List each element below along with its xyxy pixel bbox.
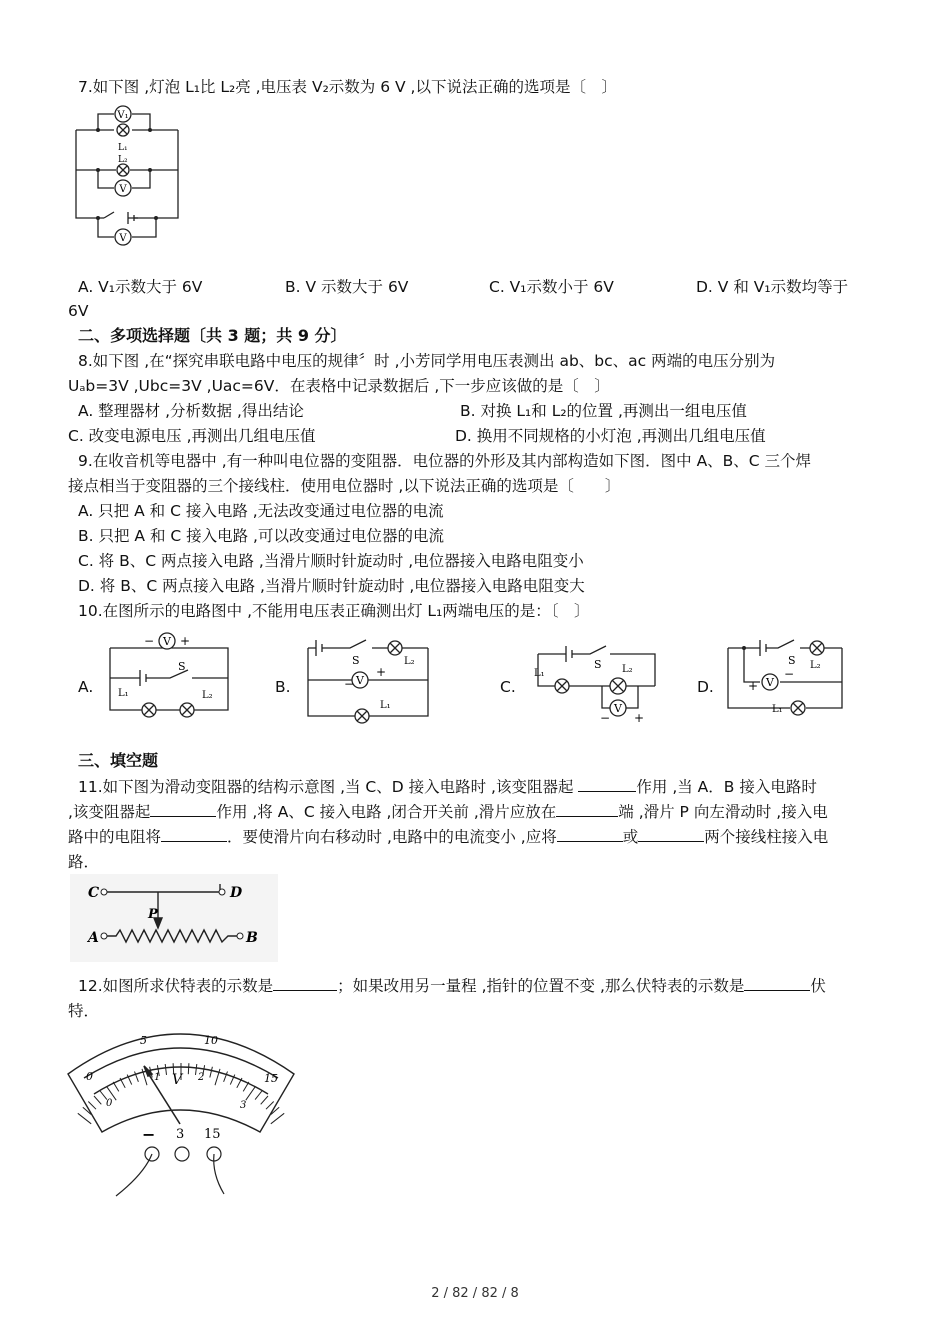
- meter-scale-tick: [78, 1113, 91, 1124]
- q11-p-label: P: [148, 907, 158, 922]
- q10b-l1-label: L₁: [380, 700, 391, 711]
- q9-option-b: B. 只把 A 和 C 接入电路 ,可以改变通过电位器的电流: [78, 527, 444, 545]
- q11-text-10: 路．: [68, 853, 100, 871]
- q11-blank-6[interactable]: [638, 827, 704, 842]
- q8-option-c: C. 改变电源电压 ,再测出几组电压值: [68, 427, 316, 445]
- q10a-l1-label: L₁: [118, 688, 129, 699]
- q12-text-1: 12.如图所求伏特表的示数是: [78, 977, 274, 995]
- q7-l1-label: L₁: [118, 143, 128, 153]
- q12-lower-tick-0: 0: [106, 1098, 113, 1109]
- meter-scale-tick: [165, 1064, 166, 1075]
- q10a-l2-label: L₂: [202, 690, 213, 701]
- q10-option-a-label: A.: [78, 678, 94, 696]
- q10c-s-label: S: [594, 658, 602, 671]
- q12-voltmeter-figure: [64, 1024, 304, 1204]
- q7-option-b: B. V 示数大于 6V: [285, 278, 409, 296]
- q10b-plus: +: [376, 665, 387, 679]
- q11-text-5: 端 ,滑片 P 向左滑动时 ,接入电: [618, 803, 828, 821]
- q12-line1: [78, 976, 826, 996]
- q11-d-label: D: [230, 885, 243, 901]
- q11-text-6: 路中的电阻将: [68, 828, 162, 846]
- q8-option-a: A. 整理器材 ,分析数据 ,得出结论: [78, 402, 304, 420]
- meter-scale-tick: [196, 1064, 197, 1075]
- q9-stem-line1: 9.在收音机等电器中 ,有一种叫电位器的变阻器．电位器的外形及其内部构造如下图．图中 A、B、C 三个焊: [78, 452, 812, 470]
- q8-option-d: D. 换用不同规格的小灯泡 ,再测出几组电压值: [455, 427, 766, 445]
- q10-circuit-d: [722, 632, 852, 720]
- q11-text-9: 两个接线柱接入电: [704, 828, 829, 846]
- q11-blank-3[interactable]: [556, 802, 618, 817]
- q12-lower-tick-1: 1: [154, 1072, 161, 1083]
- q11-text-1: 11.如下图为滑动变阻器的结构示意图 ,当 C、D 接入电路时 ,该变阻器起: [78, 778, 579, 796]
- q12-lower-tick-3: 3: [240, 1100, 247, 1111]
- q7-option-a: A. V₁示数大于 6V: [78, 278, 203, 296]
- q11-c-label: C: [88, 885, 100, 901]
- q11-text-4: 作用 ,将 A、C 接入电路 ,闭合开关前 ,滑片应放在: [216, 803, 557, 821]
- q10-circuit-a: [100, 628, 235, 720]
- q8-stem-line2: Uₐb=3V ,Ubc=3V ,Uac=6V．在表格中记录数据后 ,下一步应该做的是〔 〕: [68, 377, 610, 395]
- meter-scale-tick: [266, 1102, 274, 1110]
- q12-upper-tick-15: 15: [264, 1072, 278, 1085]
- q7-l2-label: L₂: [118, 155, 128, 165]
- q11-text-3: ,该变阻器起: [68, 803, 151, 821]
- q7-v2-label: V: [119, 184, 127, 195]
- q10-circuit-b: [300, 628, 435, 728]
- q10b-s-label: S: [352, 654, 360, 667]
- q11-a-label: A: [88, 930, 99, 946]
- q7-option-c: C. V₁示数小于 6V: [489, 278, 614, 296]
- q11-line2: [68, 802, 828, 822]
- q11-blank-1[interactable]: [578, 777, 636, 792]
- meter-scale-tick: [246, 1086, 256, 1100]
- q12-terminal-minus: −: [142, 1125, 156, 1144]
- q9-option-a: A. 只把 A 和 C 接入电路 ,无法改变通过电位器的电流: [78, 502, 444, 520]
- q9-option-c: C. 将 B、C 两点接入电路 ,当滑片顺时针旋动时 ,电位器接入电路电阻变小: [78, 552, 584, 570]
- q10c-l1-label: L₁: [534, 668, 545, 679]
- q10-circuit-c: [530, 640, 665, 725]
- q11-text-2: 作用 ,当 A．B 接入电路时: [636, 778, 817, 796]
- q10d-minus: −: [784, 667, 795, 681]
- q10d-plus: +: [748, 679, 759, 693]
- q7-v1-label: V₁: [117, 110, 129, 121]
- q7-option-d: D. V 和 V₁示数均等于: [696, 278, 849, 296]
- q10c-v-label: V: [614, 702, 622, 715]
- section-2-heading: 二、多项选择题〔共 3 题；共 9 分〕: [78, 326, 347, 345]
- meter-scale-tick: [94, 1096, 101, 1104]
- q10-option-b-label: B.: [275, 678, 291, 696]
- q12-lower-tick-2: 2: [198, 1072, 205, 1083]
- q10-option-d-label: D.: [697, 678, 714, 696]
- q7-stem: 7.如下图 ,灯泡 L₁比 L₂亮 ,电压表 V₂示数为 6 V ,以下说法正确的选项是〔 〕: [78, 78, 617, 96]
- q11-blank-5[interactable]: [557, 827, 623, 842]
- q12-upper-tick-10: 10: [204, 1034, 218, 1047]
- q10c-plus: +: [634, 711, 645, 725]
- q11-blank-2[interactable]: [150, 802, 216, 817]
- q11-text-7: ．要使滑片向右移动时 ,电路中的电流变小 ,应将: [227, 828, 557, 846]
- q10a-s-label: S: [178, 660, 186, 673]
- q12-text-2: ；如果改用另一量程 ,指针的位置不变 ,那么伏特表的示数是: [337, 977, 745, 995]
- q10b-minus: −: [344, 677, 355, 691]
- q9-stem-line2: 接点相当于变阻器的三个接线柱．使用电位器时 ,以下说法正确的选项是〔 〕: [68, 477, 621, 495]
- q12-unit-label: V: [172, 1072, 183, 1088]
- q10-option-c-label: C.: [500, 678, 516, 696]
- q10b-v-label: V: [356, 674, 364, 687]
- q12-text-4: 特．: [68, 1002, 100, 1020]
- meter-scale-tick: [271, 1113, 284, 1124]
- q11-text-8: 或: [622, 828, 639, 846]
- q12-upper-tick-0: 0: [86, 1070, 93, 1083]
- q12-upper-tick-5: 5: [140, 1034, 147, 1047]
- q11-line1: [78, 777, 817, 797]
- q10b-l2-label: L₂: [404, 656, 415, 667]
- meter-scale-tick: [188, 1063, 189, 1074]
- meter-scale-tick: [243, 1082, 249, 1092]
- q7-option-d-continued: 6V: [68, 302, 89, 320]
- meter-scale-tick: [88, 1102, 96, 1110]
- q10d-v-label: V: [766, 676, 774, 689]
- q10c-l2-label: L₂: [622, 664, 633, 675]
- q10a-v-label: V: [163, 635, 171, 648]
- q9-option-d: D. 将 B、C 两点接入电路 ,当滑片顺时针旋动时 ,电位器接入电路电阻变大: [78, 577, 585, 595]
- q12-blank-2[interactable]: [744, 976, 810, 991]
- meter-scale-tick: [261, 1096, 268, 1104]
- q12-blank-1[interactable]: [273, 976, 337, 991]
- q7-v-label: V: [119, 233, 127, 244]
- meter-scale-tick: [113, 1082, 119, 1092]
- q8-stem-line1: 8.如下图 ,在“探究串联电路中电压的规律〞时 ,小芳同学用电压表测出 ab、bc、ac 两端的电压分别为: [78, 352, 776, 370]
- q11-line3: [68, 827, 828, 847]
- meter-scale-tick: [210, 1067, 213, 1078]
- q10c-minus: −: [600, 711, 611, 725]
- q7-circuit-figure: [68, 100, 198, 250]
- q10d-l1-label: L₁: [772, 704, 783, 715]
- q12-text-3: 伏: [810, 977, 826, 995]
- page-number: 2 / 82 / 82 / 8: [431, 1286, 519, 1301]
- q10d-s-label: S: [788, 654, 796, 667]
- q11-b-label: B: [246, 930, 258, 946]
- q10a-minus: −: [144, 634, 155, 648]
- q11-rheostat-figure: [70, 874, 278, 962]
- q12-terminal-15: 15: [204, 1127, 221, 1142]
- q11-blank-4[interactable]: [161, 827, 227, 842]
- meter-scale-tick: [255, 1091, 262, 1100]
- q10-stem: 10.在图所示的电路图中 ,不能用电压表正确测出灯 L₁两端电压的是：〔 〕: [78, 602, 590, 620]
- q10d-l2-label: L₂: [810, 660, 821, 671]
- q12-terminal-3: 3: [176, 1127, 185, 1142]
- q10a-plus: +: [180, 634, 191, 648]
- q8-option-b: B. 对换 L₁和 L₂的位置 ,再测出一组电压值: [460, 402, 747, 420]
- section-3-heading: 三、填空题: [78, 751, 159, 770]
